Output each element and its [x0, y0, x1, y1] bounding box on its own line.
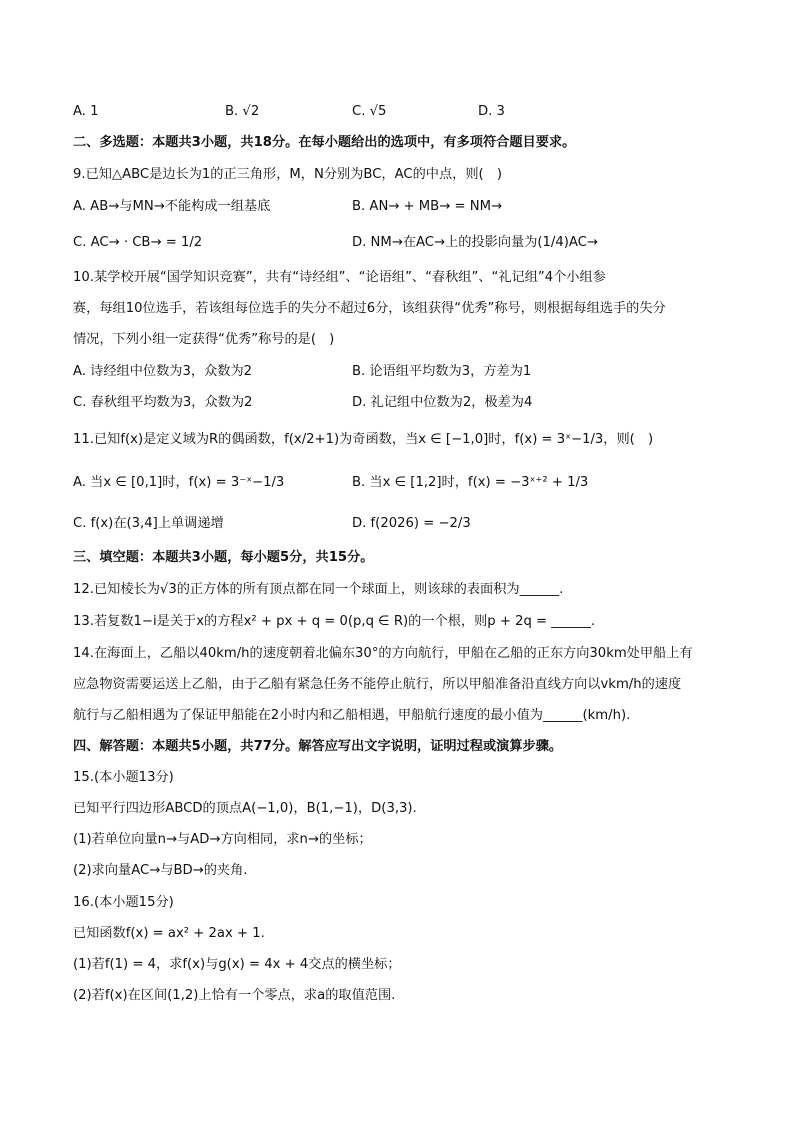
q11-stem: 11.已知f(x)是定义域为R的偶函数，f(x/2+1)为奇函数，当x ∈ [−1,0]时，f(x) = 3ˣ−1/3，则( ): [73, 432, 654, 447]
q11-option-a: A. 当x ∈ [0,1]时，f(x) = 3⁻ˣ−1/3: [73, 475, 285, 490]
section3-header: 三、填空题：本题共3小题，每小题5分，共15分。: [73, 550, 374, 565]
q9-option-c: C. AC→ · CB→ = 1/2: [73, 235, 203, 250]
q14-line3: 航行与乙船相遇为了保证甲船能在2小时内和乙船相遇，甲船航行速度的最小值为______(km/h).: [73, 708, 631, 723]
section4-header: 四、解答题：本题共5小题，共77分。解答应写出文字说明，证明过程或演算步骤。: [73, 739, 563, 754]
q11-option-c: C. f(x)在(3,4]上单调递增: [73, 516, 224, 531]
q9-option-b: B. AN→ + MB→ = NM→: [352, 199, 503, 214]
q13: 13.若复数1−i是关于x的方程x² + px + q = 0(p,q ∈ R)的一个根，则p + 2q = ______.: [73, 614, 596, 629]
q15-part1: (1)若单位向量n→与AD→方向相同，求n→的坐标；: [73, 832, 372, 847]
q10-line2: 赛，每组10位选手，若该组每位选手的失分不超过6分，该组获得“优秀”称号，则根据每组选手的失分: [73, 301, 666, 316]
q9-option-a: A. AB→与MN→不能构成一组基底: [73, 199, 271, 214]
q10-option-b: B. 论语组平均数为3，方差为1: [352, 364, 532, 379]
q9-stem: 9.已知△ABC是边长为1的正三角形，M，N分别为BC，AC的中点，则( ): [73, 167, 503, 182]
q16-title: 16.(本小题15分): [73, 895, 174, 910]
q10-option-a: A. 诗经组中位数为3，众数为2: [73, 364, 253, 379]
q14-line1: 14.在海面上，乙船以40km/h的速度朝着北偏东30°的方向航行，甲船在乙船的正东方向30km处甲船上有: [73, 646, 693, 661]
q11-option-d: D. f(2026) = −2/3: [352, 516, 471, 531]
q11-option-b: B. 当x ∈ [1,2]时，f(x) = −3ˣ⁺² + 1/3: [352, 475, 589, 490]
q16-part1: (1)若f(1) = 4，求f(x)与g(x) = 4x + 4交点的横坐标；: [73, 957, 401, 972]
q15-stem: 已知平行四边形ABCD的顶点A(−1,0)，B(1,−1)，D(3,3).: [73, 801, 417, 816]
q15-part2: (2)求向量AC→与BD→的夹角.: [73, 863, 248, 878]
q16-stem: 已知函数f(x) = ax² + 2ax + 1.: [73, 926, 265, 941]
q10-line1: 10.某学校开展“国学知识竞赛”，共有“诗经组”、“论语组”、“春秋组”、“礼记组”4个小组参: [73, 270, 606, 285]
q10-line3: 情况，下列小组一定获得“优秀”称号的是( ): [73, 332, 335, 347]
q16-part2: (2)若f(x)在区间(1,2)上恰有一个零点，求a的取值范围.: [73, 988, 396, 1003]
q12: 12.已知棱长为√3的正方体的所有顶点都在同一个球面上，则该球的表面积为______.: [73, 582, 564, 597]
q10-option-d: D. 礼记组中位数为2，极差为4: [352, 395, 533, 410]
q14-line2: 应急物资需要运送上乙船，由于乙船有紧急任务不能停止航行，所以甲船准备沿直线方向以vkm/h的速度: [73, 677, 682, 692]
q9-option-d: D. NM→在AC→上的投影向量为(1/4)AC→: [352, 235, 598, 250]
q10-option-c: C. 春秋组平均数为3，众数为2: [73, 395, 253, 410]
q15-title: 15.(本小题13分): [73, 770, 174, 785]
section2-header: 二、多选题：本题共3小题，共18分。在每小题给出的选项中，有多项符合题目要求。: [73, 135, 576, 150]
q8-option-d: D. 3: [478, 104, 505, 119]
q8-option-b: B. √2: [225, 104, 260, 119]
q8-option-c: C. √5: [352, 104, 387, 119]
q8-option-a: A. 1: [73, 104, 99, 119]
